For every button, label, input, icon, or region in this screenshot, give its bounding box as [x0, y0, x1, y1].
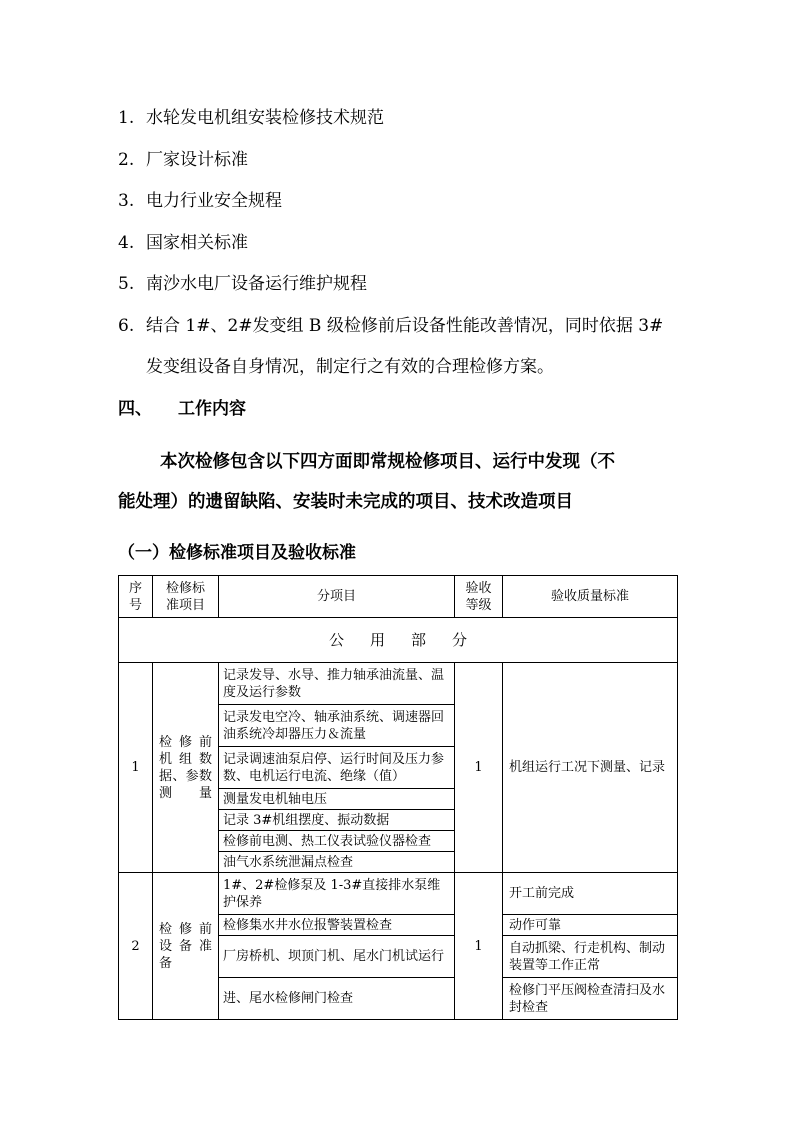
group-2-item: 检修前 设备准 备 — [153, 873, 219, 1020]
common-section-label: 公用部分 — [119, 618, 678, 663]
section-number: 四、 — [118, 399, 152, 419]
basis-item-number: 3. — [118, 191, 135, 211]
basis-item-4 — [118, 233, 248, 253]
basis-item-number: 2. — [118, 150, 135, 170]
header-sub-item: 分项目 — [219, 576, 455, 618]
basis-item-text: 水轮发电机组安装检修技术规范 — [146, 108, 384, 128]
basis-item-text: 厂家设计标准 — [146, 150, 248, 170]
intro-line-1: 本次检修包含以下四方面即常规检修项目、运行中发现（不 — [160, 452, 615, 472]
basis-item-6 — [118, 316, 663, 336]
basis-item-5 — [118, 274, 367, 294]
section-title: 工作内容 — [178, 399, 246, 419]
sub-item: 检修集水井水位报警装置检查 — [219, 915, 455, 936]
basis-item-3 — [118, 191, 282, 211]
sub-item: 记录调速油泵启停、运行时间及压力参数、电机运行电流、绝缘（值） — [219, 747, 455, 789]
sub-item: 记录 3#机组摆度、振动数据 — [219, 810, 455, 831]
sub-item: 1#、2#检修泵及 1-3#直接排水泵维护保养 — [219, 873, 455, 915]
sub-item: 油气水系统泄漏点检查 — [219, 852, 455, 873]
basis-item-6-continuation: 发变组设备自身情况，制定行之有效的合理检修方案。 — [146, 357, 554, 377]
header-item: 检修标 准项目 — [153, 576, 219, 618]
basis-item-text: 结合 1#、2#发变组 B 级检修前后设备性能改善情况，同时依据 3# — [146, 316, 664, 336]
basis-item-number: 1. — [118, 108, 135, 128]
group-1-item: 检修前 机组数 据、参数 测量 — [153, 663, 219, 873]
group-1-standard: 机组运行工况下测量、记录 — [503, 663, 678, 873]
header-standard: 验收质量标准 — [503, 576, 678, 618]
table-row — [119, 663, 678, 705]
sub-item: 测量发电机轴电压 — [219, 789, 455, 810]
group-1-level: 1 — [455, 663, 503, 873]
basis-item-text: 电力行业安全规程 — [146, 191, 282, 211]
section-heading — [118, 398, 246, 420]
group-2-seq: 2 — [119, 873, 153, 1020]
table-row — [119, 873, 678, 915]
sub-item: 记录发电空冷、轴承油系统、调速器回油系统冷却器压力＆流量 — [219, 705, 455, 747]
basis-item-number: 6. — [118, 316, 135, 336]
basis-item-1 — [118, 108, 384, 128]
header-level: 验收 等级 — [455, 576, 503, 618]
sub-item: 厂房桥机、坝顶门机、尾水门机试运行 — [219, 936, 455, 978]
standard-cell: 检修门平压阀检查清扫及水封检查 — [503, 978, 678, 1020]
group-1-seq: 1 — [119, 663, 153, 873]
sub-item: 检修前电测、热工仪表试验仪器检查 — [219, 831, 455, 852]
inspection-standard-table — [118, 575, 678, 1020]
header-seq: 序 号 — [119, 576, 153, 618]
basis-item-text: 国家相关标准 — [146, 233, 248, 253]
intro-line-2: 能处理）的遗留缺陷、安装时未完成的项目、技术改造项目 — [118, 492, 573, 512]
standard-cell: 自动抓梁、行走机构、制动装置等工作正常 — [503, 936, 678, 978]
basis-item-2 — [118, 150, 248, 170]
standard-cell: 开工前完成 — [503, 873, 678, 915]
subsection-heading: （一）检修标准项目及验收标准 — [118, 543, 356, 563]
group-2-level: 1 — [455, 873, 503, 1020]
sub-item: 进、尾水检修闸门检查 — [219, 978, 455, 1020]
sub-item: 记录发导、水导、推力轴承油流量、温度及运行参数 — [219, 663, 455, 705]
standard-cell: 动作可靠 — [503, 915, 678, 936]
common-section-row — [119, 618, 678, 663]
basis-item-text: 南沙水电厂设备运行维护规程 — [146, 274, 367, 294]
basis-item-number: 4. — [118, 233, 135, 253]
table-header-row — [119, 576, 678, 618]
basis-item-number: 5. — [118, 274, 135, 294]
